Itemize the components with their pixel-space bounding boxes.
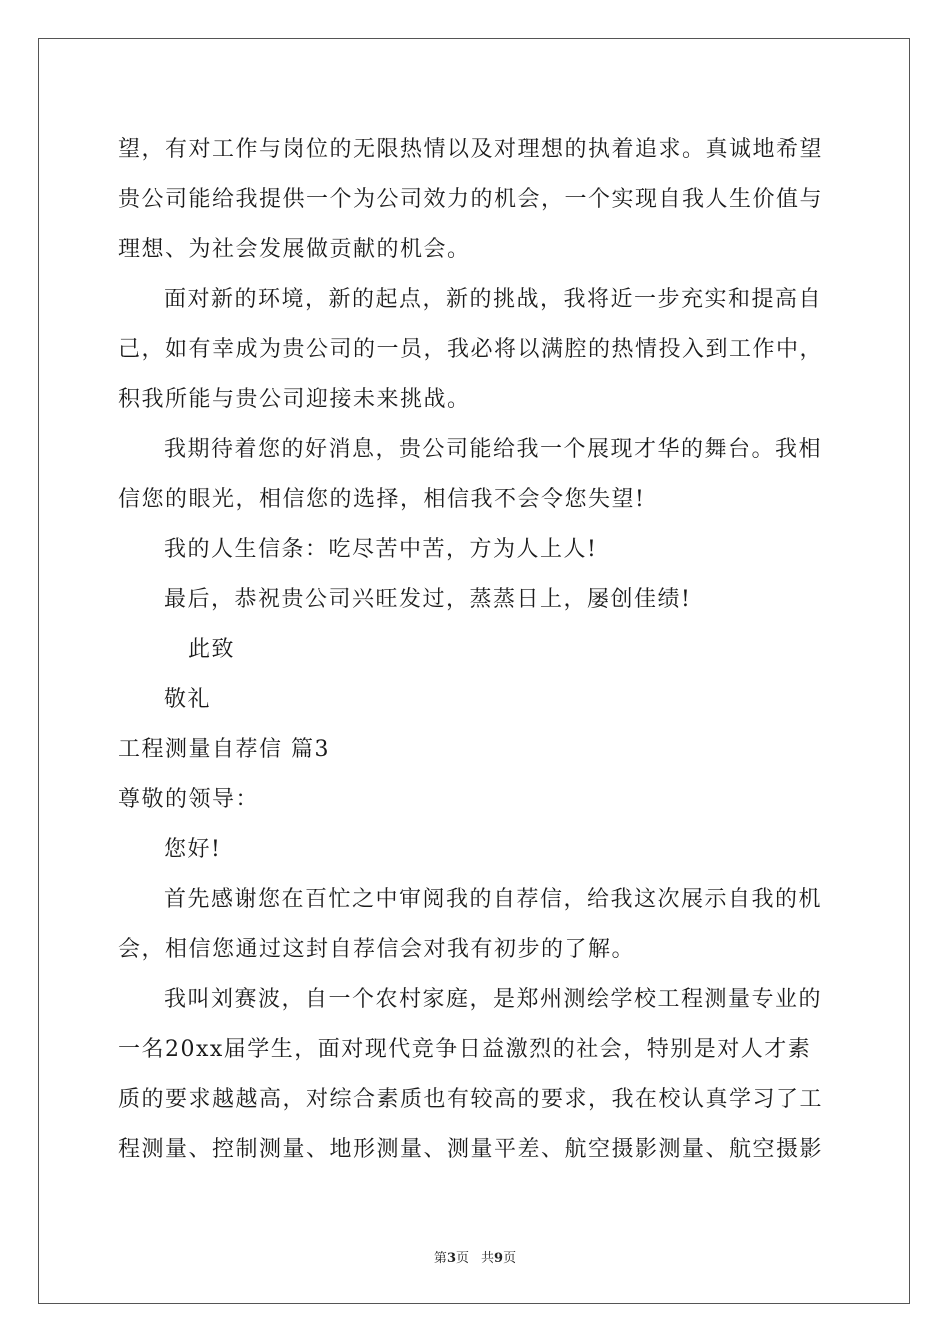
greeting-recipient: 尊敬的领导： [118, 787, 260, 812]
closing-salutation: 此致 [188, 637, 236, 662]
total-suffix: 页 [503, 1251, 517, 1266]
section-heading: 工程测量自荐信 篇3 [118, 737, 330, 762]
text-line: 程测量、控制测量、地形测量、测量平差、航空摄影测量、航空摄影 [118, 1137, 824, 1162]
text-line: 贵公司能给我提供一个为公司效力的机会，一个实现自我人生价值与 [118, 187, 824, 212]
text-line: 会，相信您通过这封自荐信会对我有初步的了解。 [118, 937, 636, 962]
text-line: 面对新的环境，新的起点，新的挑战，我将近一步充实和提高自 [164, 287, 823, 312]
text-line: 我的人生信条：吃尽苦中苦，方为人上人! [164, 537, 598, 562]
text-line: 积我所能与贵公司迎接未来挑战。 [118, 387, 471, 412]
page-number: 3 [446, 1251, 456, 1266]
text-line: 我叫刘赛波，自一个农村家庭，是郑州测绘学校工程测量专业的 [164, 987, 823, 1012]
total-prefix: 共 [481, 1251, 495, 1266]
text-line: 望，有对工作与岗位的无限热情以及对理想的执着追求。真诚地希望 [118, 137, 824, 162]
page-prefix: 第 [433, 1251, 447, 1266]
text-line: 最后，恭祝贵公司兴旺发过，蒸蒸日上，屡创佳绩! [164, 587, 692, 612]
text-line: 信您的眼光，相信您的选择，相信我不会令您失望! [118, 487, 646, 512]
greeting: 您好! [164, 837, 222, 862]
text-line: 质的要求越越高，对综合素质也有较高的要求，我在校认真学习了工 [118, 1087, 824, 1112]
page-footer [0, 1247, 950, 1266]
total-pages: 9 [494, 1251, 504, 1266]
text-line: 理想、为社会发展做贡献的机会。 [118, 237, 471, 262]
document-body [118, 125, 838, 1175]
page-suffix: 页 [455, 1251, 469, 1266]
text-line: 首先感谢您在百忙之中审阅我的自荐信，给我这次展示自我的机 [164, 887, 823, 912]
text-line: 己，如有幸成为贵公司的一员，我必将以满腔的热情投入到工作中， [118, 337, 824, 362]
closing-regards: 敬礼 [164, 687, 212, 712]
text-line: 我期待着您的好消息，贵公司能给我一个展现才华的舞台。我相 [164, 437, 823, 462]
text-line: 一名20xx届学生，面对现代竞争日益激烈的社会，特别是对人才素 [118, 1037, 812, 1062]
